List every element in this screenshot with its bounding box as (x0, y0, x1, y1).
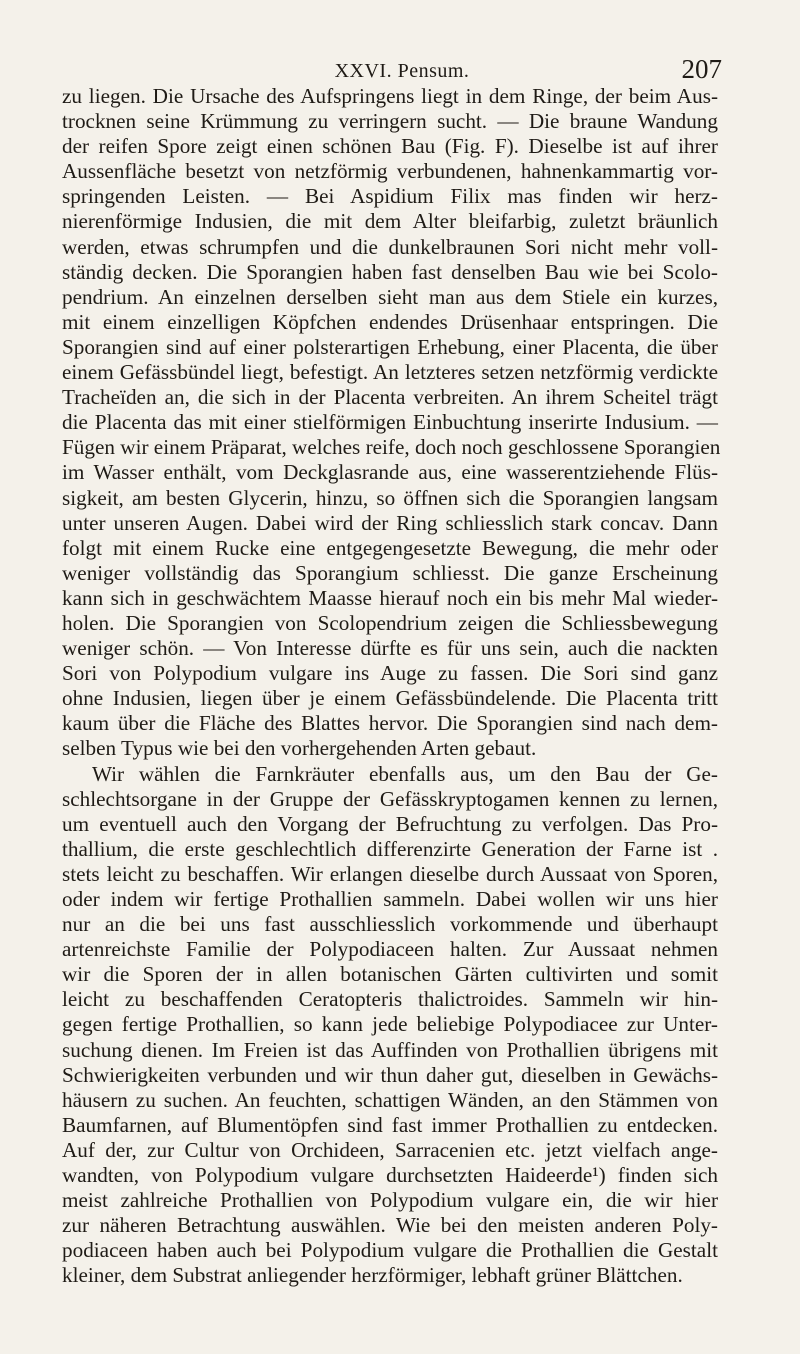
text-line: weniger schön. — Von Interesse dürfte es für uns sein, auch die nackten (62, 636, 718, 661)
text-line: wandten, von Polypodium vulgare durchsetzten Haideerde¹) finden sich (62, 1163, 718, 1188)
text-line: Tracheïden an, die sich in der Placenta verbreiten. An ihrem Scheitel trägt (62, 385, 718, 410)
text-line: stets leicht zu beschaffen. Wir erlangen dieselbe durch Aussaat von Sporen, (62, 861, 718, 886)
text-line: podiaceen haben auch bei Polypodium vulgare die Prothallien die Gestalt (62, 1238, 718, 1263)
running-head: XXVI. Pensum. (334, 60, 470, 82)
text-line: pendrium. An einzelnen derselben sieht man aus dem Stiele ein kurzes, (62, 284, 718, 309)
text-line: schlechtsorgane in der Gruppe der Gefässkryptogamen kennen zu lernen, (62, 786, 718, 811)
text-line: kaum über die Fläche des Blattes hervor. Die Sporangien sind nach dem- (62, 711, 718, 736)
text-line: einem Gefässbündel liegt, befestigt. An letzteres setzen netzförmig verdickte (62, 360, 718, 385)
text-line: Sori von Polypodium vulgare ins Auge zu fassen. Die Sori sind ganz (62, 661, 718, 686)
text-line: häusern zu suchen. An feuchten, schattigen Wänden, an den Stämmen von (62, 1087, 718, 1112)
text-line: der reifen Spore zeigt einen schönen Bau (Fig. F). Dieselbe ist auf ihrer (62, 134, 718, 159)
text-line: gegen fertige Prothallien, so kann jede beliebige Polypodiacee zur Unter- (62, 1012, 718, 1037)
text-line: wir die Sporen der in allen botanischen Gärten cultivirten und somit (62, 962, 718, 987)
text-line: unter unseren Augen. Dabei wird der Ring schliesslich stark concav. Dann (62, 510, 718, 535)
text-line: weniger vollständig das Sporangium schliesst. Die ganze Erscheinung (62, 560, 718, 585)
text-line: Auf der, zur Cultur von Orchideen, Sarracenien etc. jetzt vielfach ange- (62, 1137, 718, 1162)
text-line: oder indem wir fertige Prothallien sammeln. Dabei wollen wir uns hier (62, 887, 718, 911)
text-line: trocknen seine Krümmung zu verringern sucht. — Die braune Wandung (62, 109, 718, 134)
text-line: Sporangien sind auf einer polsterartigen Erhebung, einer Placenta, die über (62, 334, 718, 359)
text-line: zur näheren Betrachtung auswählen. Wie bei den meisten anderen Poly- (62, 1213, 718, 1238)
text-line: zu liegen. Die Ursache des Aufspringens liegt in dem Ringe, der beim Aus- (62, 84, 718, 108)
text-line: Schwierigkeiten verbunden und wir thun daher gut, dieselben in Gewächs- (62, 1062, 718, 1087)
text-line: meist zahlreiche Prothallien von Polypodium vulgare ein, die wir hier (62, 1188, 718, 1213)
text-line: springenden Leisten. — Bei Aspidium Filix mas finden wir herz- (62, 184, 718, 209)
text-line: nierenförmige Indusien, die mit dem Alter bleifarbig, zuletzt bräunlich (62, 209, 718, 234)
text-line: werden, etwas schrumpfen und die dunkelbraunen Sori nicht mehr voll- (62, 234, 718, 259)
text-line: leicht zu beschaffenden Ceratopteris thalictroides. Sammeln wir hin- (62, 987, 718, 1012)
text-line: kann sich in geschwächtem Maasse hierauf noch ein bis mehr Mal wieder- (62, 585, 718, 610)
text-line: Wir wählen die Farnkräuter ebenfalls aus, um den Bau der Ge- (92, 761, 718, 786)
text-line: Aussenfläche besetzt von netzförmig verbundenen, hahnenkammartig vor- (62, 159, 718, 184)
text-line: mit einem einzelligen Köpfchen endendes Drüsenhaar entspringen. Die (62, 309, 718, 334)
text-line: holen. Die Sporangien von Scolopendrium zeigen die Schliessbewegung (62, 610, 718, 635)
text-line: artenreichste Familie der Polypodiaceen halten. Zur Aussaat nehmen (62, 937, 718, 962)
text-line: Fügen wir einem Präparat, welches reife, doch noch geschlossene Sporangien (62, 435, 721, 460)
text-line: die Placenta das mit einer stielförmigen Einbuchtung inserirte Indusium. — (62, 410, 718, 435)
text-line: um eventuell auch den Vorgang der Befruchtung zu verfolgen. Das Pro- (62, 811, 718, 836)
text-line: ständig decken. Die Sporangien haben fast denselben Bau wie bei Scolo- (62, 259, 718, 284)
page-number: 207 (681, 54, 722, 84)
text-line: suchung dienen. Im Freien ist das Auffinden von Prothallien übrigens mit (62, 1037, 718, 1062)
text-line: sigkeit, am besten Glycerin, hinzu, so öffnen sich die Sporangien langsam (62, 485, 718, 510)
text-line: thallium, die erste geschlechtlich differenzirte Generation der Farne ist . (62, 836, 718, 861)
text-line: selben Typus wie bei den vorhergehenden Arten gebaut. (62, 736, 537, 761)
text-line: ohne Indusien, liegen über je einem Gefässbündelende. Die Placenta tritt (62, 686, 718, 711)
body-text (62, 84, 721, 1289)
text-line: folgt mit einem Rucke eine entgegengesetzte Bewegung, die mehr oder (62, 535, 718, 560)
text-line: im Wasser enthält, vom Deckglasrande aus, eine wasserentziehende Flüs- (62, 460, 718, 485)
text-line: nur an die bei uns fast ausschliesslich vorkommende und überhaupt (62, 912, 718, 937)
text-line: Baumfarnen, auf Blumentöpfen sind fast immer Prothallien zu entdecken. (62, 1112, 718, 1137)
text-line: kleiner, dem Substrat anliegender herzförmiger, lebhaft grüner Blättchen. (62, 1263, 683, 1288)
